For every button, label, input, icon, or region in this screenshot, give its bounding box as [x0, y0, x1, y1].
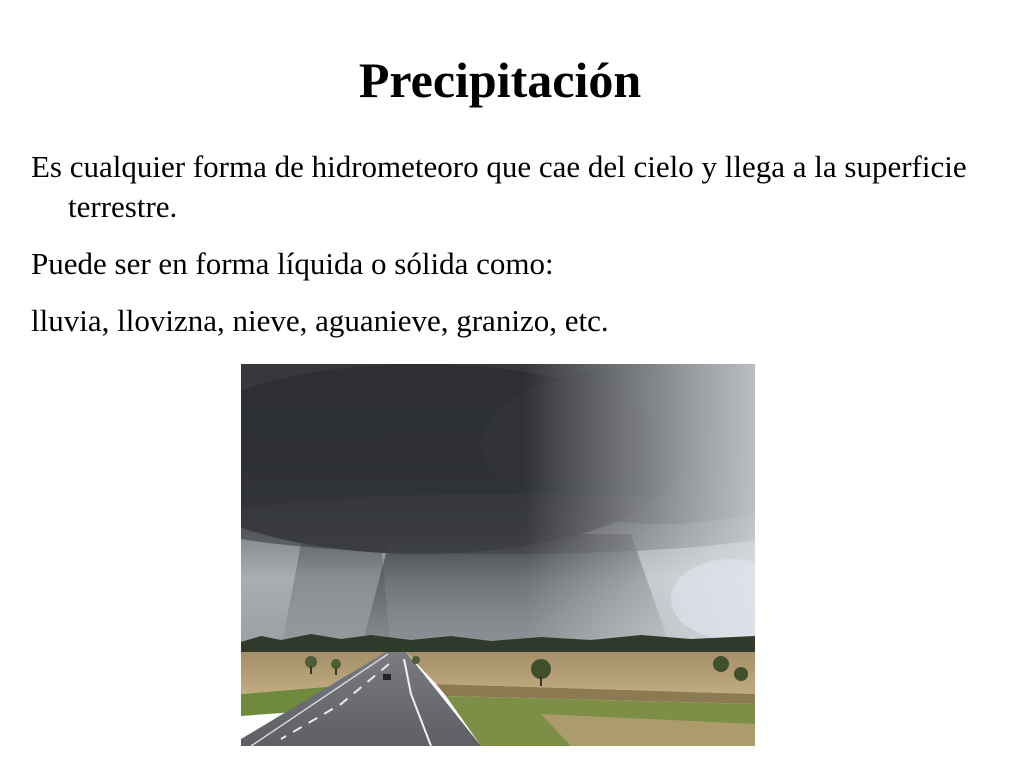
bullet-forms: Puede ser en forma líquida o sólida como:	[31, 246, 554, 281]
bullet-examples: lluvia, llovizna, nieve, aguanieve, granizo, etc.	[31, 303, 609, 338]
bullet-list	[31, 147, 1006, 358]
bullet-definition: Es cualquier forma de hidrometeoro que cae del cielo y llega a la superficie terrestre.	[31, 149, 967, 224]
slide-title: Precipitación	[358, 52, 642, 108]
storm-rain-photo	[241, 364, 755, 746]
